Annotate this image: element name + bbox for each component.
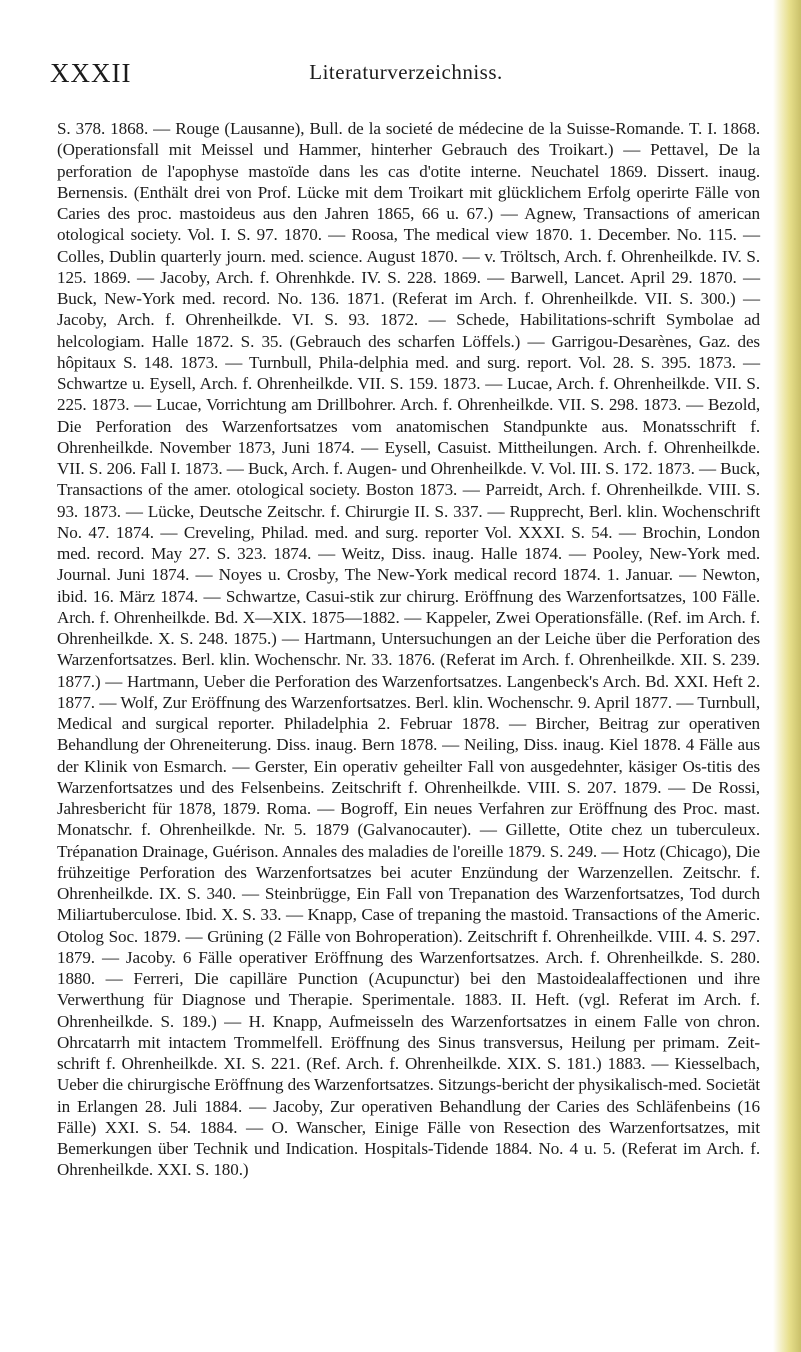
page-number: XXXII (50, 58, 132, 88)
scanned-page-edge (773, 0, 801, 1352)
running-title: Literaturverzeichniss. (309, 60, 503, 84)
running-head (50, 58, 762, 98)
bibliography-text: S. 378. 1868. — Rouge (Lausanne), Bull. de la societé de médecine de la Suisse-Romande. T. I. 1868. (Operationsfall mit Meissel und Hammer, hinterher Gebrauch des Troikart.) — Pettavel, De la perforation de l'apophyse mastoïde dans les cas d'otite interne. Neuchatel 1869. Dissert. inaug. Bernensis. (Enthält drei von Prof. Lücke mit dem Troikart mit glücklichem Erfolg operirte Fälle von Caries des proc. mastoideus aus den Jahren 1865, 66 u. 67.) — Agnew, Transactions of american otological society. Vol. I. S. 97. 1870. — Roosa, The medical view 1870. 1. December. No. 115. — Colles, Dublin quarterly journ. med. science. August 1870. — v. Tröltsch, Arch. f. Ohrenheilkde. IV. S. 125. 1869. — Jacoby, Arch. f. Ohrenhkde. IV. S. 228. 1869. — Barwell, Lancet. April 29. 1870. — Buck, New-York med. record. No. 136. 1871. (Referat im Arch. f. Ohrenheilkde. VII. S. 300.) — Jacoby, Arch. f. Ohrenheilkde. VI. S. 93. 1872. — Schede, Habilitations-schrift Symbolae ad helcologiam. Halle 1872. S. 35. (Gebrauch des scharfen Löffels.) — Garrigou-Desarènes, Gaz. des hôpitaux S. 148. 1873. — Turnbull, Phila-delphia med. and surg. report. Vol. 28. S. 395. 1873. — Schwartze u. Eysell, Arch. f. Ohrenheilkde. VII. S. 159. 1873. — Lucae, Arch. f. Ohrenheilkde. VII. S. 225. 1873. — Lucae, Vorrichtung am Drillbohrer. Arch. f. Ohrenheilkde. VII. S. 298. 1873. — Bezold, Die Perforation des Warzenfortsatzes vom anatomischen Standpunkte aus. Monatsschrift f. Ohrenheilkde. November 1873, Juni 1874. — Eysell, Casuist. Mittheilungen. Arch. f. Ohrenheilkde. VII. S. 206. Fall I. 1873. — Buck, Arch. f. Augen- und Ohrenheilkde. V. Vol. III. S. 172. 1873. — Buck, Transactions of the amer. otological society. Boston 1873. — Parreidt, Arch. f. Ohrenheilkde. VIII. S. 93. 1873. — Lücke, Deutsche Zeitschr. f. Chirurgie II. S. 337. — Rupprecht, Berl. klin. Wochenschrift No. 47. 1874. — Creveling, Philad. med. and surg. reporter Vol. XXXI. S. 54. — Brochin, London med. record. May 27. S. 323. 1874. — Weitz, Diss. inaug. Halle 1874. — Pooley, New-York med. Journal. Juni 1874. — Noyes u. Crosby, The New-York medical record 1874. 1. Januar. — Newton, ibid. 16. März 1874. — Schwartze, Casui-stik zur chirurg. Eröffnung des Warzenfortsatzes, 100 Fälle. Arch. f. Ohrenheilkde. Bd. X—XIX. 1875—1882. — Kappeler, Zwei Operationsfälle. (Ref. im Arch. f. Ohrenheilkde. X. S. 248. 1875.) — Hartmann, Untersuchungen an der Leiche über die Perforation des Warzenfortsatzes. Berl. klin. Wochenschr. Nr. 33. 1876. (Referat im Arch. f. Ohrenheilkde. XII. S. 239. 1877.) — Hartmann, Ueber die Perforation des Warzenfortsatzes. Langenbeck's Arch. Bd. XXI. Heft 2. 1877. — Wolf, Zur Eröffnung des Warzenfortsatzes. Berl. klin. Wochenschr. 9. April 1877. — Turnbull, Medical and surgical reporter. Philadelphia 2. Februar 1878. — Bircher, Beitrag zur operativen Behandlung der Ohreneiterung. Diss. inaug. Bern 1878. — Neiling, Diss. inaug. Kiel 1878. 4 Fälle aus der Klinik von Esmarch. — Gerster, Ein operativ geheilter Fall von ausgedehnter, käsiger Os-titis des Warzenfortsatzes und des Felsenbeins. Zeitschrift f. Ohrenheilkde. VIII. S. 207. 1879. — De Rossi, Jahresbericht für 1878, 1879. Roma. — Bogroff, Ein neues Verfahren zur Eröffnung des Proc. mast. Monatschr. f. Ohrenheilkde. Nr. 5. 1879 (Galvanocauter). — Gillette, Otite chez un tuberculeux. Trépanation Drainage, Guérison. Annales des maladies de l'oreille 1879. S. 249. — Hotz (Chicago), Die frühzeitige Perforation des Warzenfortsatzes bei acuter Enzündung der Warzenzellen. Zeitschr. f. Ohrenheilkde. IX. S. 340. — Steinbrügge, Ein Fall von Trepanation des Warzenfortsatzes, Tod durch Miliartuberculose. Ibid. X. S. 33. — Knapp, Case of trepaning the mastoid. Transactions of the Americ. Otolog Soc. 1879. — Grüning (2 Fälle von Bohroperation). Zeitschrift f. Ohrenheilkde. VIII. 4. S. 297. 1879. — Jacoby. 6 Fälle operativer Eröffnung des Warzenfortsatzes. Arch. f. Ohrenheilkde. S. 280. 1880. — Ferreri, Die capilläre Punction (Acupunctur) bei den Mastoidealaffectionen und ihre Verwerthung für Diagnose und Therapie. Sperimentale. 1883. II. Heft. (vgl. Referat im Arch. f. Ohrenheilkde. S. 189.) — H. Knapp, Aufmeisseln des Warzenfortsatzes in einem Falle von chron. Ohrcatarrh mit intactem Trommelfell. Eröffnung des Sinus transversus, Heilung per primam. Zeit-schrift f. Ohrenheilkde. XI. S. 221. (Ref. Arch. f. Ohrenheilkde. XIX. S. 181.) 1883. — Kiesselbach, Ueber die chirurgische Eröffnung des Warzenfortsatzes. Sitzungs-bericht der physikalisch-med. Societät in Erlangen 28. Juli 1884. — Jacoby, Zur operativen Behandlung der Caries des Schläfenbeins (16 Fälle) XXI. S. 54. 1884. — O. Wanscher, Einige Fälle von Resection des Warzenfortsatzes, mit Bemerkungen über Technik und Indication. Hospitals-Tidende 1884. No. 4 u. 5. (Referat im Arch. f. Ohrenheilkde. XXI. S. 180.) (57, 119, 760, 1180)
